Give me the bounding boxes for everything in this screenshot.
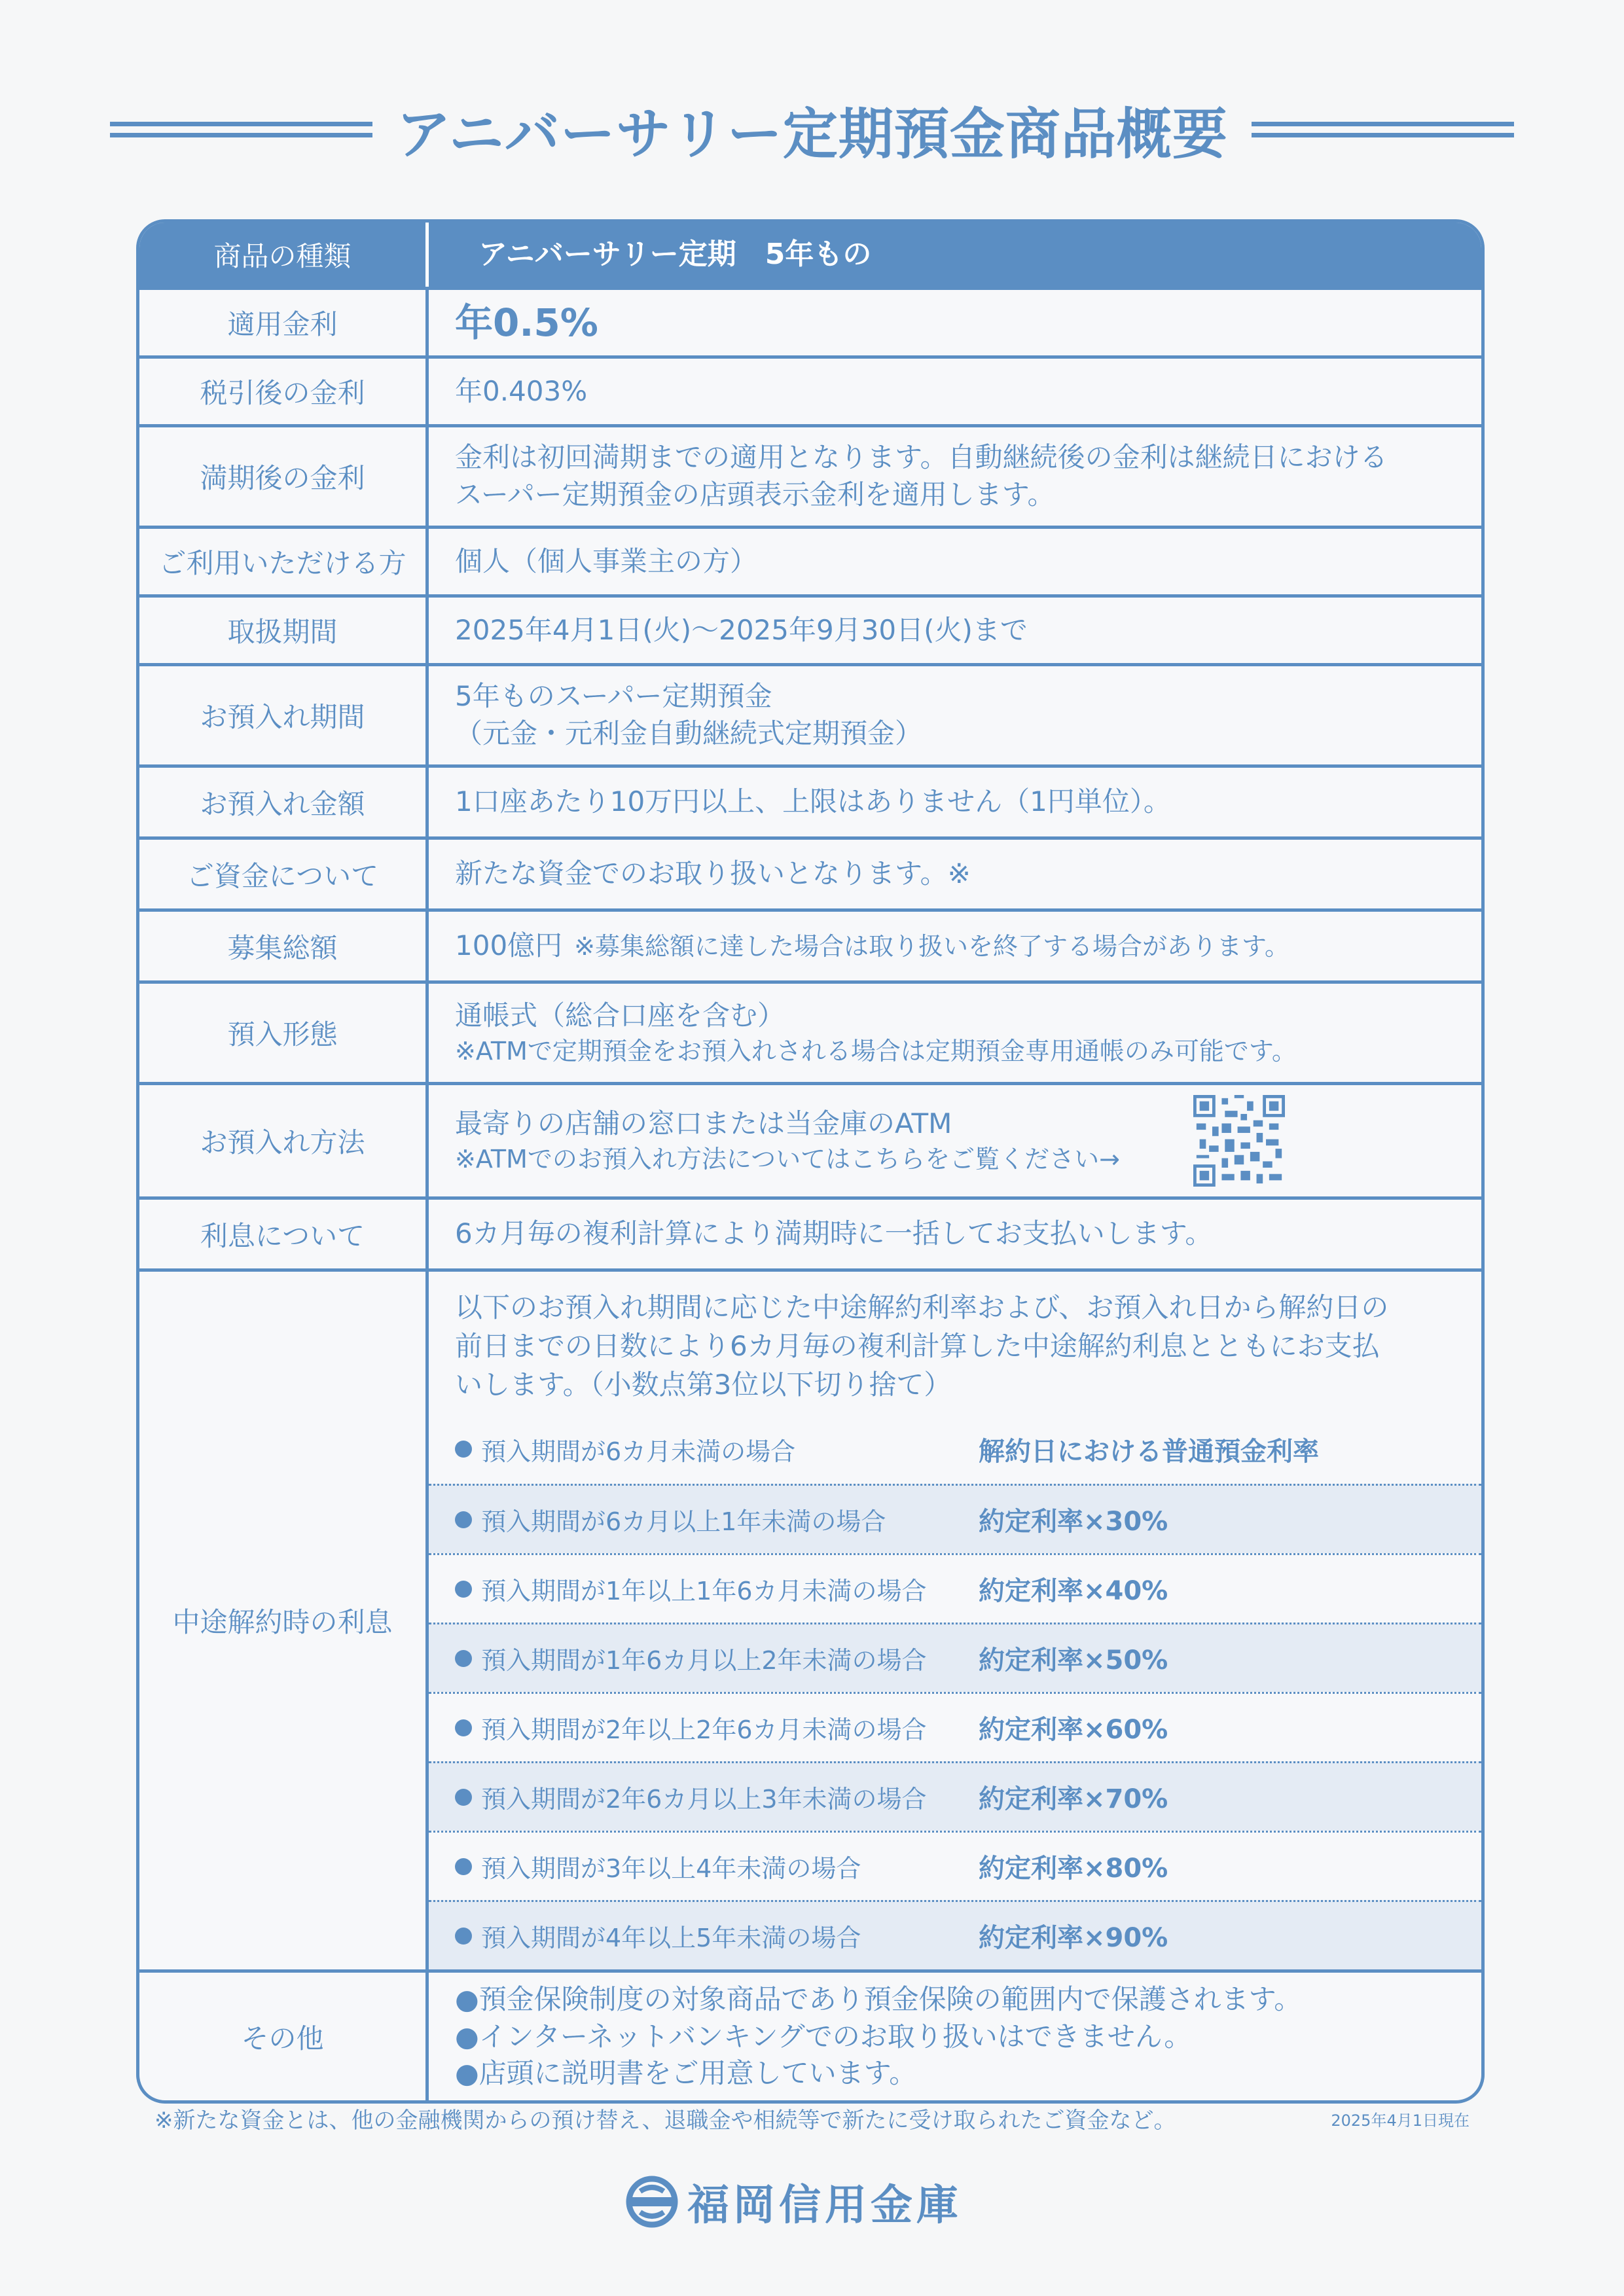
row-total-offering xyxy=(139,908,1481,980)
row-eligible-customers xyxy=(139,526,1481,594)
row-label: 適用金利 xyxy=(139,290,429,355)
row-value: 新たな資金でのお取り扱いとなります。※ xyxy=(455,857,971,890)
title-left-rule xyxy=(110,122,372,137)
value-line: スーパー定期預金の店頭表示金利を適用します。 xyxy=(455,478,1055,511)
row-interest-payment xyxy=(139,1196,1481,1268)
penalty-rate-row xyxy=(429,1761,1481,1831)
rate-text: 約定利率×40% xyxy=(979,1576,1168,1607)
brand-name: 福岡信用金庫 xyxy=(687,2181,962,2230)
row-value: 6カ月毎の複利計算により満期時に一括してお支払いします。 xyxy=(455,1217,1213,1250)
value-line: ※ATMでのお預入れ方法についてはこちらをご覧ください→ xyxy=(455,1144,1120,1174)
bullet-icon xyxy=(455,1928,472,1945)
penalty-rate-row xyxy=(429,1484,1481,1553)
row-value: 1口座あたり10万円以上、上限はありません（1円単位）。 xyxy=(455,785,1171,818)
row-other xyxy=(139,1969,1481,2100)
row-label: 利息について xyxy=(139,1200,429,1268)
row-post-maturity-rate xyxy=(139,424,1481,526)
row-deposit-form xyxy=(139,980,1481,1082)
row-label: ご資金について xyxy=(139,840,429,908)
value-note: ※募集総額に達した場合は取り扱いを終了する場合があります。 xyxy=(574,932,1290,961)
bullet-icon xyxy=(455,1858,472,1875)
qr-code-icon[interactable] xyxy=(1193,1095,1285,1187)
value-amount: 100億円 xyxy=(455,929,563,962)
title-right-rule xyxy=(1252,122,1514,137)
intro-line: 以下のお預入れ期間に応じた中途解約利率および、お預入れ日から解約日の xyxy=(455,1291,1389,1323)
penalty-content xyxy=(429,1272,1481,1969)
condition-text: 預入期間が4年以上5年未満の場合 xyxy=(481,1924,861,1953)
row-label: 募集総額 xyxy=(139,912,429,980)
row-early-withdrawal xyxy=(139,1268,1481,1969)
condition-text: 預入期間が6カ月未満の場合 xyxy=(481,1437,796,1466)
row-product-type xyxy=(139,223,1481,287)
row-value xyxy=(429,666,1481,764)
row-value xyxy=(429,912,1481,980)
condition-text: 預入期間が6カ月以上1年未満の場合 xyxy=(481,1507,886,1537)
value-line: 5年ものスーパー定期預金 xyxy=(455,680,772,713)
row-deposit-method xyxy=(139,1082,1481,1196)
penalty-rate-row xyxy=(429,1414,1481,1484)
row-label: 商品の種類 xyxy=(139,223,429,287)
row-value xyxy=(429,984,1481,1082)
row-value: 年0.403% xyxy=(455,374,588,407)
title-bar xyxy=(110,97,1514,166)
row-label: ご利用いただける方 xyxy=(139,529,429,594)
value-line: 最寄りの店舗の窓口または当金庫のATM xyxy=(455,1107,952,1139)
penalty-rate-row xyxy=(429,1831,1481,1900)
bullet-icon xyxy=(455,1441,472,1458)
rate-text: 約定利率×50% xyxy=(979,1645,1168,1676)
rate-text: 約定利率×70% xyxy=(979,1784,1168,1815)
row-label: お預入れ期間 xyxy=(139,666,429,764)
rate-text: 約定利率×90% xyxy=(979,1923,1168,1954)
rate-text: 約定利率×60% xyxy=(979,1715,1168,1746)
row-label: お預入れ金額 xyxy=(139,768,429,836)
row-value: 年0.5% xyxy=(455,300,598,345)
value-line: 金利は初回満期までの適用となります。自動継続後の金利は継続日における xyxy=(455,441,1388,474)
bullet-icon xyxy=(455,1789,472,1806)
row-interest-rate xyxy=(139,287,1481,355)
row-label: 税引後の金利 xyxy=(139,359,429,424)
condition-text: 預入期間が1年6カ月以上2年未満の場合 xyxy=(481,1646,927,1676)
rate-text: 約定利率×80% xyxy=(979,1854,1168,1884)
row-deposit-amount xyxy=(139,764,1481,836)
penalty-rate-row xyxy=(429,1692,1481,1761)
value-line: 通帳式（総合口座を含む） xyxy=(455,999,785,1031)
row-value: 個人（個人事業主の方） xyxy=(455,545,758,577)
intro-line: いします。（小数点第3位以下切り捨て） xyxy=(455,1368,952,1401)
value-line: ※ATMで定期預金をお預入れされる場合は定期預金専用通帳のみ可能です。 xyxy=(455,1036,1297,1066)
condition-text: 預入期間が1年以上1年6カ月未満の場合 xyxy=(481,1577,927,1606)
row-funds xyxy=(139,836,1481,908)
shinkin-mark-icon xyxy=(626,2176,678,2228)
penalty-rate-list xyxy=(429,1414,1481,1969)
row-value xyxy=(429,427,1481,526)
brand-logo xyxy=(626,2172,962,2232)
page-title: アニバーサリー定期預金商品概要 xyxy=(396,101,1228,166)
other-line: ●店頭に説明書をご用意しています。 xyxy=(455,2057,917,2090)
intro-line: 前日までの日数により6カ月毎の複利計算した中途解約利息とともにお支払 xyxy=(455,1329,1380,1362)
row-label: 満期後の金利 xyxy=(139,427,429,526)
penalty-rate-row xyxy=(429,1623,1481,1692)
row-value xyxy=(429,1973,1481,2100)
penalty-rate-row xyxy=(429,1900,1481,1969)
row-label: お預入れ方法 xyxy=(139,1085,429,1196)
product-summary-table xyxy=(136,219,1485,2104)
condition-text: 預入期間が3年以上4年未満の場合 xyxy=(481,1854,861,1884)
row-deposit-term xyxy=(139,663,1481,764)
row-label: その他 xyxy=(139,1973,429,2100)
row-label: 預入形態 xyxy=(139,984,429,1082)
footnote: ※新たな資金とは、他の金融機関からの預け替え、退職金や相続等で新たに受け取られたご資金など。 xyxy=(154,2108,1176,2134)
rate-text: 約定利率×30% xyxy=(979,1507,1168,1537)
row-after-tax-rate xyxy=(139,355,1481,424)
bullet-icon xyxy=(455,1581,472,1598)
as-of-date: 2025年4月1日現在 xyxy=(1331,2111,1470,2130)
bullet-icon xyxy=(455,1719,472,1736)
other-line: ●預金保険制度の対象商品であり預金保険の範囲内で保護されます。 xyxy=(455,1982,1302,2015)
bullet-icon xyxy=(455,1511,472,1528)
row-value: 2025年4月1日(火)～2025年9月30日(火)まで xyxy=(455,613,1028,646)
penalty-rate-row xyxy=(429,1553,1481,1623)
row-value xyxy=(429,1085,1481,1196)
value-line: （元金・元利金自動継続式定期預金） xyxy=(455,717,923,749)
condition-text: 預入期間が2年以上2年6カ月未満の場合 xyxy=(481,1715,927,1745)
penalty-intro xyxy=(429,1272,1481,1414)
condition-text: 預入期間が2年6カ月以上3年未満の場合 xyxy=(481,1785,927,1814)
other-line: ●インターネットバンキングでのお取り扱いはできません。 xyxy=(455,2020,1192,2053)
row-value: アニバーサリー定期 5年もの xyxy=(478,238,872,272)
row-offer-period xyxy=(139,594,1481,663)
row-label: 取扱期間 xyxy=(139,598,429,663)
row-label: 中途解約時の利息 xyxy=(139,1272,429,1969)
bullet-icon xyxy=(455,1650,472,1667)
rate-text: 解約日における普通預金利率 xyxy=(979,1436,1319,1467)
